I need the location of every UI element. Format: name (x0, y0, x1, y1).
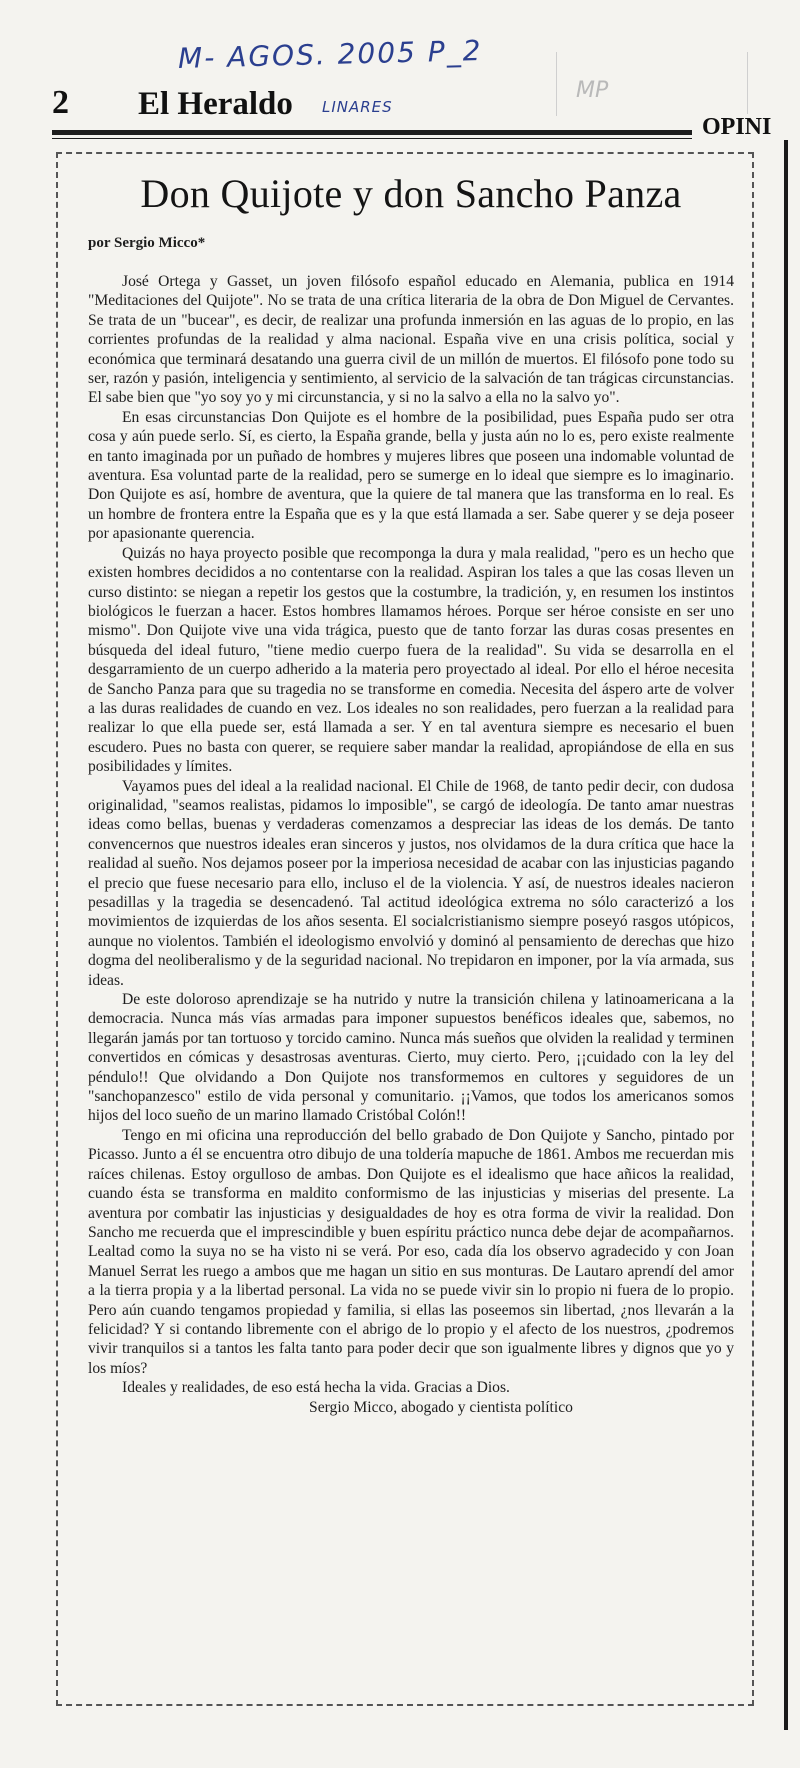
article-title: Don Quijote y don Sancho Panza (140, 171, 682, 216)
handwritten-initials: MP (576, 78, 609, 103)
newspaper-name: El Heraldo (138, 86, 293, 122)
article-body (88, 272, 734, 1378)
article-byline: por Sergio Micco* (88, 235, 206, 251)
masthead-rule-thin (52, 138, 692, 139)
article-paragraph: De este doloroso aprendizaje se ha nutrido y nutre la transición chilena y latinoamericana a la democracia. Nunca más vías armadas para imponer supuestos benéficos ideales que, sabemos, no llegarán jamás por tan tortuoso y torcido camino. Nunca más sueños que olviden la realidad y terminen convertidos en cómicas y desastrosas aventuras. Cierto, muy cierto. Pero, ¡¡cuidado con la ley del péndulo!! Que olvidando a Don Quijote nos transformemos en cultores y seguidores de un "sanchopanzesco" estilo de vida personal y comunitario. ¡¡Vamos, que todos los americanos somos hijos del loco sueño de un marino llamado Cristóbal Colón!! (88, 991, 734, 1125)
page-number: 2 (52, 84, 69, 121)
article-closing: Ideales y realidades, de eso está hecha la vida. Gracias a Dios. (122, 1379, 510, 1397)
article-frame (56, 152, 754, 1706)
masthead-rule-thick (52, 130, 692, 135)
article-paragraph: Quizás no haya proyecto posible que recomponga la dura y mala realidad, "pero es un hecho que existen hombres decididos a no contentarse con la realidad. Aspiran los tales a que las cosas lleven un curso distinto: se niegan a repetir los gestos que la costumbre, la tradición, y, en resumen los instintos biológicos le fuerzan a hacer. Estos hombres llamamos héroes. Porque ser héroe consiste en ser uno mismo". Don Quijote vive una vida trágica, puesto que de tanto forzar las duras cosas presentes en búsqueda del ideal futuro, "tiene medio cuerpo fuera de la realidad". Su vida se desarrolla en el desgarramiento de un cuerpo adherido a la materia pero proyectado al ideal. Por ello el héroe necesita de Sancho Panza para que su tragedia no se transforme en comedia. Necesita del áspero arte de volver a las duras realidades de cuando en vez. Los ideales no son realidades, pero fuerzan a la realidad para realizar lo que ella puede ser, está llamada a ser. Y en tal aventura siempre es necesario el buen escudero. Pues no basta con querer, se requiere saber mandar la realidad, apropiándose de ella en sus posibilidades y límites. (88, 544, 734, 776)
article-paragraph: Vayamos pues del ideal a la realidad nacional. El Chile de 1968, de tanto pedir decir, con dudosa originalidad, "seamos realistas, pidamos lo imposible", se cargó de ideología. De tanto amar nuestras ideas como bellas, buenas y verdaderas comenzamos a despreciar las ideas de los demás. De tanto convencernos que nuestros ideales eran sinceros y justos, nos olvidamos de la dura crítica que hace la realidad al sueño. Nos dejamos poseer por la imperiosa necesidad de acabar con las injusticias pagando el precio que fuese necesario para ello, incluso el de la violencia. Y así, de nuestros ideales nacieron pesadillas y la tragedia se desencadenó. Tal actitud ideológica extrema no sólo caracterizó a los movimientos de izquierdas de los años sesenta. El socialcristianismo siempre poseyó rasgos utópicos, aunque no violentos. También el ideologismo envolvió y dominó al pensamiento de derechas que hizo dogma del neoliberalismo y de la seguridad nacional. No trepidaron en imponer, por la vía armada, sus ideas. (88, 777, 734, 989)
handwritten-city-note: LINARES (322, 98, 393, 116)
article-paragraph: José Ortega y Gasset, un joven filósofo español educado en Alemania, publica en 1914 "Meditaciones del Quijote". No se trata de una crítica literaria de la obra de Don Miguel de Cervantes. Se trata de un "bucear", es decir, de realizar una profunda inmersión en las aguas de lo propio, en las corrientes profundas de la realidad y alma nacional. España vive en una crisis política, social y económica que terminará desatando una guerra civil de un millón de muertos. El filósofo pone todo su ser, razón y pasión, inteligencia y sentimiento, al servicio de la salvación de tan trágicas circunstancias. El sabe bien que "yo soy yo y mi circunstancia, y si no la salvo a ella no la salvo yo". (88, 273, 734, 407)
article-paragraph: En esas circunstancias Don Quijote es el hombre de la posibilidad, pues España pudo ser otra cosa y aún puede serlo. Sí, es cierto, la España grande, bella y justa aún no lo es, pero existe realmente en tanto imaginada por un puñado de hombres y mujeres libres que poseen una indomable voluntad de aventura. Esa voluntad parte de la realidad, pero se sumerge en lo ideal que siempre es lo imaginario. Don Quijote es así, hombre de aventura, que la quiere de tal manera que las transforma en lo real. Es un hombre de frontera entre la España que es y la que está llamada a ser. Sabe querer y se deja poseer por apasionante querencia. (88, 408, 734, 543)
author-signature: Sergio Micco, abogado y cientista político (309, 1398, 573, 1416)
handwritten-date-note: M- AGOS. 2005 P_2 (177, 34, 483, 75)
section-name: OPINI (696, 114, 771, 141)
masthead (52, 84, 800, 140)
clipping-edge (784, 140, 788, 1730)
article-paragraph: Tengo en mi oficina una reproducción del bello grabado de Don Quijote y Sancho, pintado por Picasso. Junto a él se encuentra otro dibujo de una toldería mapuche de 1861. Ambos me recuerdan mis raíces chilenas. Estoy orgulloso de ambas. Don Quijote es el idealismo que hace añicos la realidad, cuando ésta se transforma en maldito conformismo de las injusticias y miserias del presente. La aventura por combatir las injusticias y desigualdades de hoy es otra forma de vivir la realidad. Don Sancho me recuerda que el imprescindible y buen espíritu práctico nunca debe dejar de acompañarnos. Lealtad como la suya no se ha visto ni se verá. Por eso, cada día los observo agradecido y con Joan Manuel Serrat les ruego a ambos que me hagan un sitio en sus monturas. De Lautaro aprendí del amor a la tierra propia y a la libertad personal. La vida no se puede vivir sin lo propio ni fuera de lo propio. Pero aún cuando tengamos propiedad y familia, si ellas las poseemos sin libertad, ¿nos llevarán a la felicidad? Y si contando libremente con el abrigo de lo propio y el afecto de los nuestros, ¿podremos vivir tranquilos si a tantos les falta tanto para poder decir que son igualmente libres y dignos que yo y los míos? (88, 1126, 734, 1377)
